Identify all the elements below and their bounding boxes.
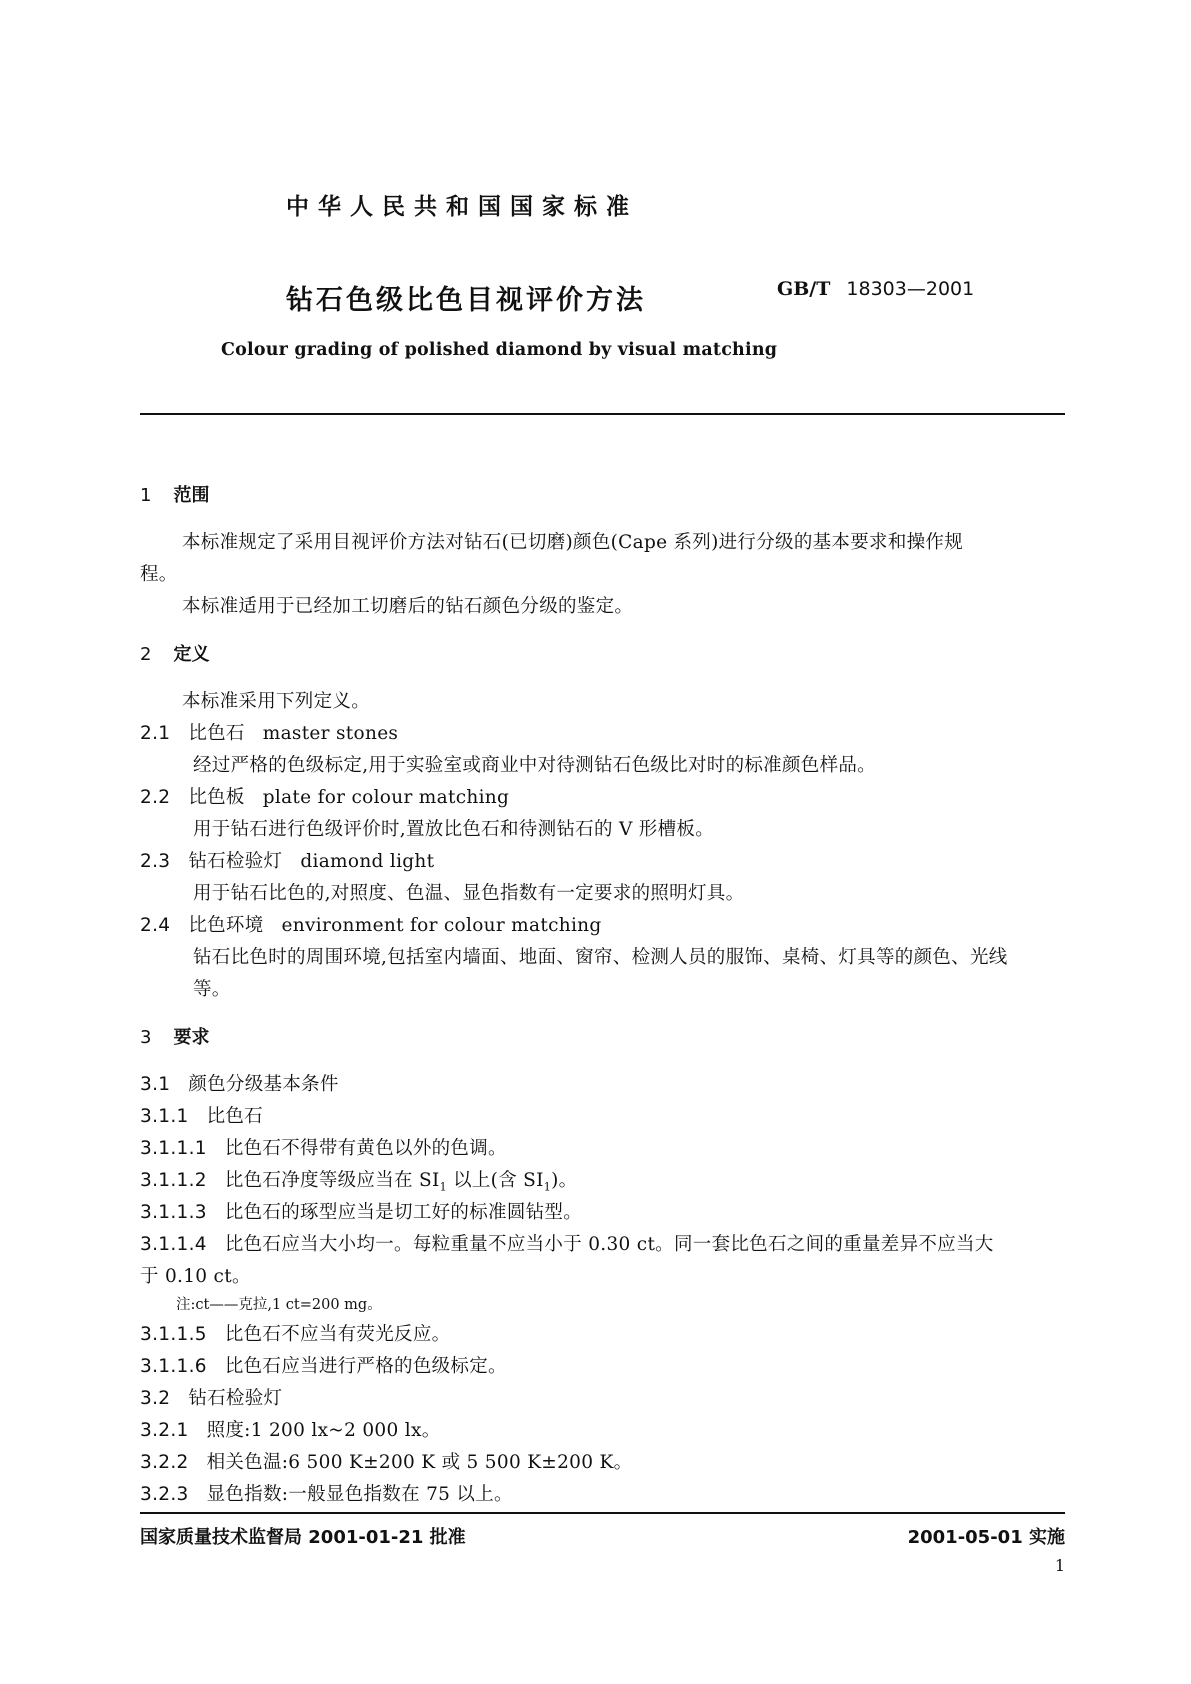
term-cn: 比色石 — [188, 723, 245, 744]
section-title: 范围 — [173, 485, 210, 506]
clause-3-1-1-4 — [140, 1230, 994, 1256]
clause-3-1-1 — [140, 1102, 263, 1128]
clause-text: 钻石检验灯 — [188, 1388, 283, 1409]
clause-number: 2.4 — [140, 915, 171, 936]
definition-2-2-heading — [140, 783, 509, 809]
standard-code-prefix: GB/T — [777, 278, 831, 300]
clause-text: )。 — [551, 1170, 578, 1191]
definition-2-1-text: 经过严格的色级标定,用于实验室或商业中对待测钻石色级比对时的标准颜色样品。 — [193, 755, 876, 776]
clause-number: 3.2.3 — [140, 1484, 189, 1505]
section-number: 3 — [140, 1027, 152, 1048]
clause-3-1-1-3 — [140, 1198, 582, 1224]
standard-code — [777, 278, 974, 300]
definition-2-4-text-line1: 钻石比色时的周围环境,包括室内墙面、地面、窗帘、检测人员的服饰、桌椅、灯具等的颜色、光线 — [193, 947, 1008, 968]
clause-text: 比色石应当进行严格的色级标定。 — [224, 1356, 507, 1377]
clause-text: 比色石净度等级应当在 SI — [224, 1170, 440, 1191]
header-rule — [140, 413, 1065, 415]
clause-3-1-1-5 — [140, 1320, 450, 1346]
note: 注:ct——克拉,1 ct=200 mg。 — [176, 1297, 382, 1313]
s2-intro: 本标准采用下列定义。 — [182, 691, 371, 712]
definition-2-3-text: 用于钻石比色的,对照度、色温、显色指数有一定要求的照明灯具。 — [193, 883, 745, 904]
s1-para1-line2: 程。 — [140, 564, 178, 585]
clause-3-1-1-1 — [140, 1134, 507, 1160]
clause-number: 3.2.2 — [140, 1452, 189, 1473]
term-cn: 钻石检验灯 — [188, 851, 283, 872]
implementation-line: 2001-05-01 实施 — [907, 1527, 1065, 1548]
section-2-heading — [140, 640, 209, 666]
clause-text: 颜色分级基本条件 — [188, 1074, 339, 1095]
footer-rule — [140, 1512, 1065, 1514]
s1-para1-line1: 本标准规定了采用目视评价方法对钻石(已切磨)颜色(Cape 系列)进行分级的基本要求和操作规 — [182, 532, 964, 553]
clause-text: 相关色温:6 500 K±200 K 或 5 500 K±200 K。 — [206, 1452, 633, 1473]
definition-2-2-text: 用于钻石进行色级评价时,置放比色石和待测钻石的 V 形槽板。 — [193, 819, 715, 840]
section-title: 定义 — [173, 644, 210, 665]
clause-3-2-1 — [140, 1416, 441, 1442]
clause-number: 3.1.1.6 — [140, 1356, 207, 1377]
document-title-en: Colour grading of polished diamond by visual matching — [221, 340, 778, 360]
clause-number: 3.1.1.4 — [140, 1234, 207, 1255]
clause-3-1-1-4-line2: 于 0.10 ct。 — [140, 1266, 251, 1287]
definition-2-4-heading — [140, 911, 602, 937]
clause-text: 比色石不应当有荧光反应。 — [224, 1324, 451, 1345]
clause-3-1-1-2 — [140, 1166, 577, 1194]
term-en: plate for colour matching — [262, 787, 510, 808]
clause-number: 3.1.1.5 — [140, 1324, 207, 1345]
approval-line: 国家质量技术监督局 2001-01-21 批准 — [140, 1527, 466, 1548]
subscript: 1 — [439, 1180, 447, 1194]
page-number: 1 — [1054, 1556, 1065, 1575]
clause-text: 显色指数:一般显色指数在 75 以上。 — [206, 1484, 513, 1505]
clause-3-2-3 — [140, 1480, 513, 1506]
section-number: 2 — [140, 644, 152, 665]
clause-number: 3.1.1.3 — [140, 1202, 207, 1223]
definition-2-4-text-line2: 等。 — [193, 979, 231, 1000]
document-title-cn: 钻石色级比色目视评价方法 — [286, 285, 646, 316]
clause-number: 3.1.1.1 — [140, 1138, 207, 1159]
section-number: 1 — [140, 485, 152, 506]
national-standard-heading: 中华人民共和国国家标准 — [286, 194, 638, 220]
term-cn: 比色环境 — [188, 915, 264, 936]
standard-code-number: 18303—2001 — [846, 278, 975, 300]
term-en: diamond light — [300, 851, 435, 872]
clause-text: 以上(含 SI — [446, 1170, 544, 1191]
clause-text: 比色石 — [206, 1106, 263, 1127]
clause-number: 3.1.1 — [140, 1106, 189, 1127]
subscript: 1 — [543, 1180, 552, 1194]
term-en: environment for colour matching — [281, 915, 602, 936]
s1-para2: 本标准适用于已经加工切磨后的钻石颜色分级的鉴定。 — [182, 596, 634, 617]
clause-text: 照度:1 200 lx~2 000 lx。 — [206, 1420, 441, 1441]
term-cn: 比色板 — [188, 787, 245, 808]
clause-3-2 — [140, 1384, 282, 1410]
clause-3-1-1-6 — [140, 1352, 507, 1378]
clause-number: 3.1 — [140, 1074, 171, 1095]
term-en: master stones — [262, 723, 399, 744]
definition-2-3-heading — [140, 847, 434, 873]
clause-number: 3.1.1.2 — [140, 1170, 207, 1191]
clause-number: 2.1 — [140, 723, 171, 744]
section-3-heading — [140, 1023, 209, 1049]
clause-text: 比色石应当大小均一。每粒重量不应当小于 0.30 ct。同一套比色石之间的重量差异不应当大 — [224, 1234, 994, 1255]
clause-number: 3.2.1 — [140, 1420, 189, 1441]
section-title: 要求 — [173, 1027, 210, 1048]
clause-3-2-2 — [140, 1448, 632, 1474]
clause-number: 2.3 — [140, 851, 171, 872]
definition-2-1-heading — [140, 719, 398, 745]
clause-text: 比色石的琢型应当是切工好的标准圆钻型。 — [224, 1202, 583, 1223]
clause-text: 比色石不得带有黄色以外的色调。 — [224, 1138, 507, 1159]
clause-number: 3.2 — [140, 1388, 171, 1409]
clause-3-1 — [140, 1070, 339, 1096]
clause-number: 2.2 — [140, 787, 171, 808]
section-1-heading — [140, 481, 209, 507]
